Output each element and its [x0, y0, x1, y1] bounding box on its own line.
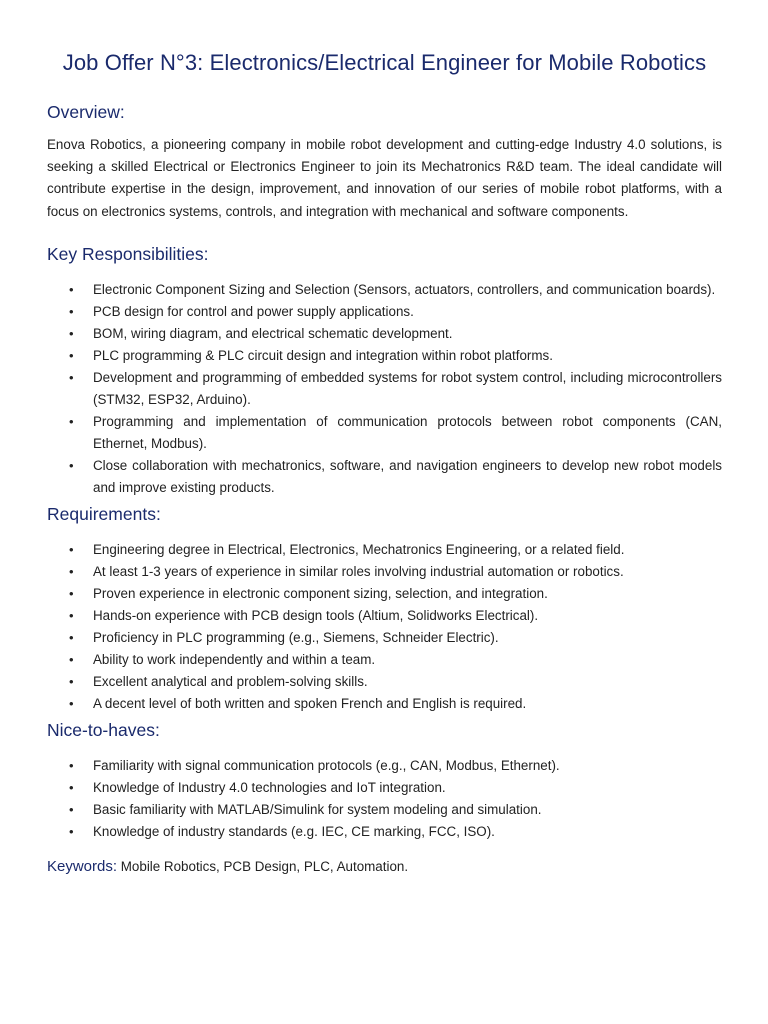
bullet-icon: •: [69, 585, 74, 601]
bullet-icon: •: [69, 457, 74, 473]
list-item: • Ability to work independently and within a team.: [47, 649, 722, 671]
bullet-icon: •: [69, 541, 74, 557]
bullet-icon: •: [69, 629, 74, 645]
bullet-icon: •: [69, 347, 74, 363]
page-title: Job Offer N°3: Electronics/Electrical Engineer for Mobile Robotics: [62, 50, 707, 75]
bullet-icon: •: [69, 303, 74, 319]
bullet-icon: •: [69, 757, 74, 773]
list-item: • BOM, wiring diagram, and electrical schematic development.: [47, 323, 722, 345]
list-item: • Proficiency in PLC programming (e.g., Siemens, Schneider Electric).: [47, 627, 722, 649]
list-item: • Close collaboration with mechatronics, software, and navigation engineers to develop new robot models and improve existing products.: [47, 455, 722, 499]
nice-to-haves-heading: Nice-to-haves:: [47, 719, 160, 740]
bullet-icon: •: [69, 779, 74, 795]
bullet-icon: •: [69, 325, 74, 341]
bullet-icon: •: [69, 801, 74, 817]
list-item: • Hands-on experience with PCB design tools (Altium, Solidworks Electrical).: [47, 605, 722, 627]
bullet-icon: •: [69, 281, 74, 297]
bullet-icon: •: [69, 563, 74, 579]
list-item: • Familiarity with signal communication protocols (e.g., CAN, Modbus, Ethernet).: [47, 755, 722, 777]
responsibilities-list: [47, 279, 722, 499]
responsibilities-heading: Key Responsibilities:: [47, 243, 209, 264]
list-item: • Engineering degree in Electrical, Electronics, Mechatronics Engineering, or a related field.: [47, 539, 722, 561]
list-item: • PLC programming & PLC circuit design and integration within robot platforms.: [47, 345, 722, 367]
bullet-icon: •: [69, 607, 74, 623]
list-item: • Knowledge of industry standards (e.g. IEC, CE marking, FCC, ISO).: [47, 821, 722, 843]
list-item: • Proven experience in electronic component sizing, selection, and integration.: [47, 583, 722, 605]
list-item: • Excellent analytical and problem-solving skills.: [47, 671, 722, 693]
bullet-icon: •: [69, 413, 74, 429]
list-item: • Development and programming of embedded systems for robot system control, including microcontrollers (STM32, ESP32, Arduino).: [47, 367, 722, 411]
bullet-icon: •: [69, 369, 74, 385]
bullet-icon: •: [69, 651, 74, 667]
list-item: • Electronic Component Sizing and Selection (Sensors, actuators, controllers, and communication boards).: [47, 279, 722, 301]
list-item: • Programming and implementation of communication protocols between robot components (CAN, Ethernet, Modbus).: [47, 411, 722, 455]
bullet-icon: •: [69, 673, 74, 689]
requirements-heading: Requirements:: [47, 503, 161, 524]
keywords-line: [47, 856, 722, 878]
requirements-list: [47, 539, 722, 715]
list-item: • A decent level of both written and spoken French and English is required.: [47, 693, 722, 715]
bullet-icon: •: [69, 823, 74, 839]
list-item: • Knowledge of Industry 4.0 technologies and IoT integration.: [47, 777, 722, 799]
list-item: • At least 1-3 years of experience in similar roles involving industrial automation or robotics.: [47, 561, 722, 583]
overview-heading: Overview:: [47, 102, 125, 122]
document-page: [47, 0, 722, 878]
keywords-label: Keywords:: [47, 857, 118, 875]
list-item: • PCB design for control and power supply applications.: [47, 301, 722, 323]
nice-to-haves-list: [47, 755, 722, 843]
list-item: • Basic familiarity with MATLAB/Simulink for system modeling and simulation.: [47, 799, 722, 821]
keywords-text: Mobile Robotics, PCB Design, PLC, Automation.: [120, 858, 409, 874]
overview-text: Enova Robotics, a pioneering company in mobile robot development and cutting-edge Industry 4.0 solutions, is seeking a skilled Electrical or Electronics Engineer to join its Mechatronics R&D team. The ideal candidate will contribute expertise in the design, improvement, and innovation of our series of mobile robot platforms, with a focus on electronics systems, controls, and integration with mechanical and software components.: [47, 137, 722, 219]
bullet-icon: •: [69, 695, 74, 711]
